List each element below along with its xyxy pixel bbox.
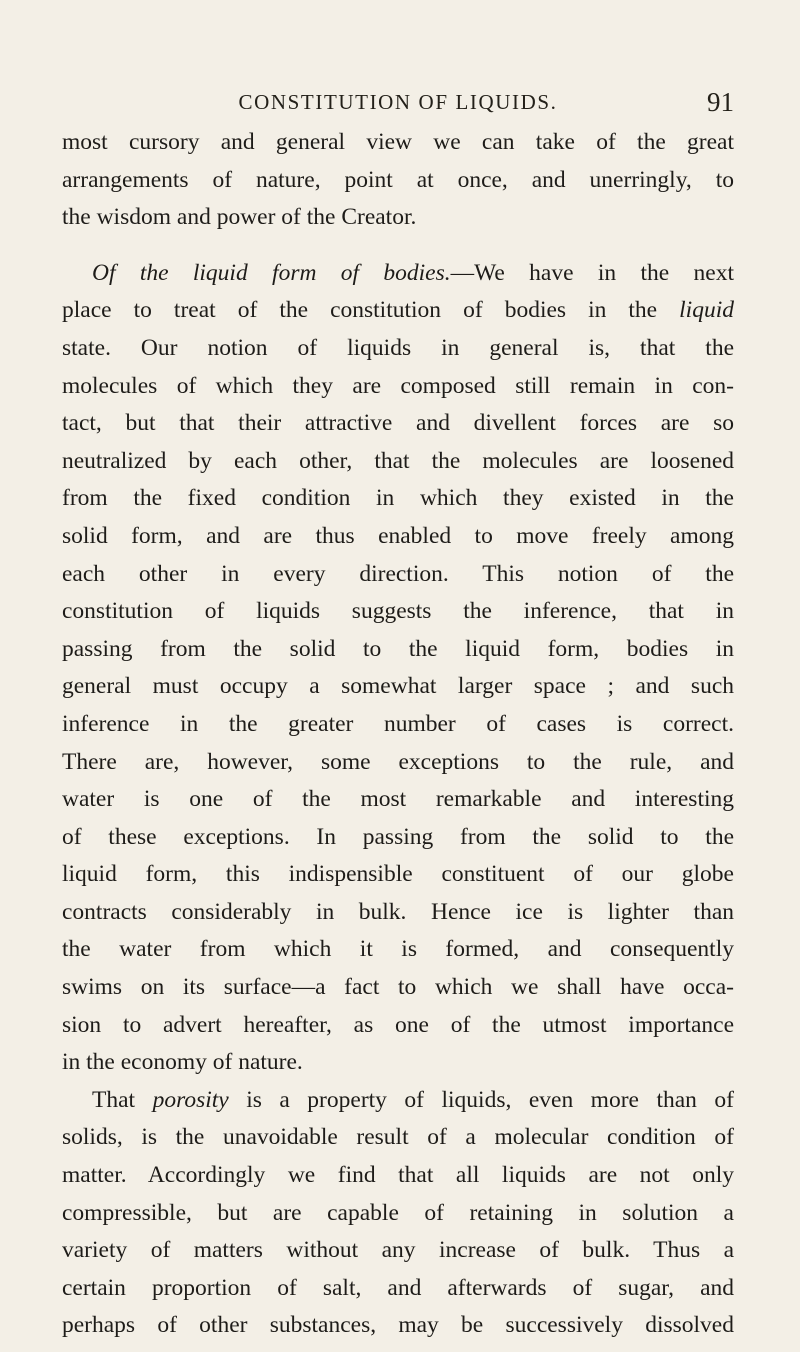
- text-line: contracts considerably in bulk. Hence ice is lighter than: [62, 898, 734, 925]
- text-line: [62, 292, 734, 330]
- italic-term: liquid: [679, 297, 734, 324]
- text-line: state. Our notion of liquids in general is, that the: [62, 334, 734, 361]
- text-line: solids, is the unavoidable result of a molecular condition of: [62, 1124, 734, 1151]
- text-line: water is one of the most remarkable and interesting: [62, 786, 734, 813]
- text-run: That: [92, 1086, 153, 1113]
- text-line: the water from which it is formed, and consequently: [62, 936, 734, 963]
- text-line: passing from the solid to the liquid form, bodies in: [62, 635, 734, 662]
- italic-term: porosity: [152, 1086, 229, 1113]
- text-line: tact, but that their attractive and divellent forces are so: [62, 410, 734, 437]
- paragraph-continuation: [62, 124, 734, 237]
- text-line: sion to advert hereafter, as one of the utmost importance: [62, 1011, 734, 1038]
- text-line: arrangements of nature, point at once, and unerringly, to: [62, 166, 734, 193]
- text-line: in the economy of nature.: [62, 1049, 303, 1076]
- text-line: perhaps of other substances, may be successively dissolved: [62, 1312, 734, 1339]
- paragraph-liquid-form: [62, 255, 734, 1082]
- text-line: variety of matters without any increase of bulk. Thus a: [62, 1237, 734, 1264]
- body-text: [62, 124, 734, 1345]
- text-line: the wisdom and power of the Creator.: [62, 204, 417, 231]
- text-line: from the fixed condition in which they existed in the: [62, 485, 734, 512]
- text-line: inference in the greater number of cases is correct.: [62, 710, 734, 737]
- text-line: liquid form, this indispensible constituent of our globe: [62, 861, 734, 888]
- text-line: [62, 1082, 734, 1120]
- text-run: is a property of liquids, even more than of: [228, 1086, 734, 1113]
- text-line: molecules of which they are composed still remain in con-: [62, 372, 734, 399]
- text-line: general must occupy a somewhat larger space ; and such: [62, 673, 734, 700]
- text-line: constitution of liquids suggests the inference, that in: [62, 598, 734, 625]
- text-line: compressible, but are capable of retaining in solution a: [62, 1199, 734, 1226]
- text-line: of these exceptions. In passing from the solid to the: [62, 823, 734, 850]
- text-line: [62, 255, 734, 293]
- text-line: matter. Accordingly we find that all liquids are not only: [62, 1162, 734, 1189]
- text-line: most cursory and general view we can take of the great: [62, 129, 734, 155]
- text-run: —We have in the next: [450, 259, 734, 286]
- text-line: neutralized by each other, that the molecules are loosened: [62, 447, 734, 474]
- section-heading: Of the liquid form of bodies.: [92, 259, 451, 286]
- running-title: CONSTITUTION OF LIQUIDS.: [238, 90, 558, 114]
- text-line: certain proportion of salt, and afterwards of sugar, and: [62, 1274, 734, 1301]
- text-run: place to treat of the constitution of bodies in the: [62, 297, 680, 324]
- page-number: 91: [707, 87, 734, 117]
- text-line: There are, however, some exceptions to the rule, and: [62, 748, 734, 775]
- text-line: each other in every direction. This notion of the: [62, 560, 734, 587]
- paragraph-gap: [62, 237, 734, 255]
- running-head: [62, 86, 734, 118]
- text-line: solid form, and are thus enabled to move freely among: [62, 522, 734, 549]
- text-line: swims on its surface—a fact to which we shall have occa-: [62, 974, 734, 1001]
- paragraph-porosity: [62, 1082, 734, 1345]
